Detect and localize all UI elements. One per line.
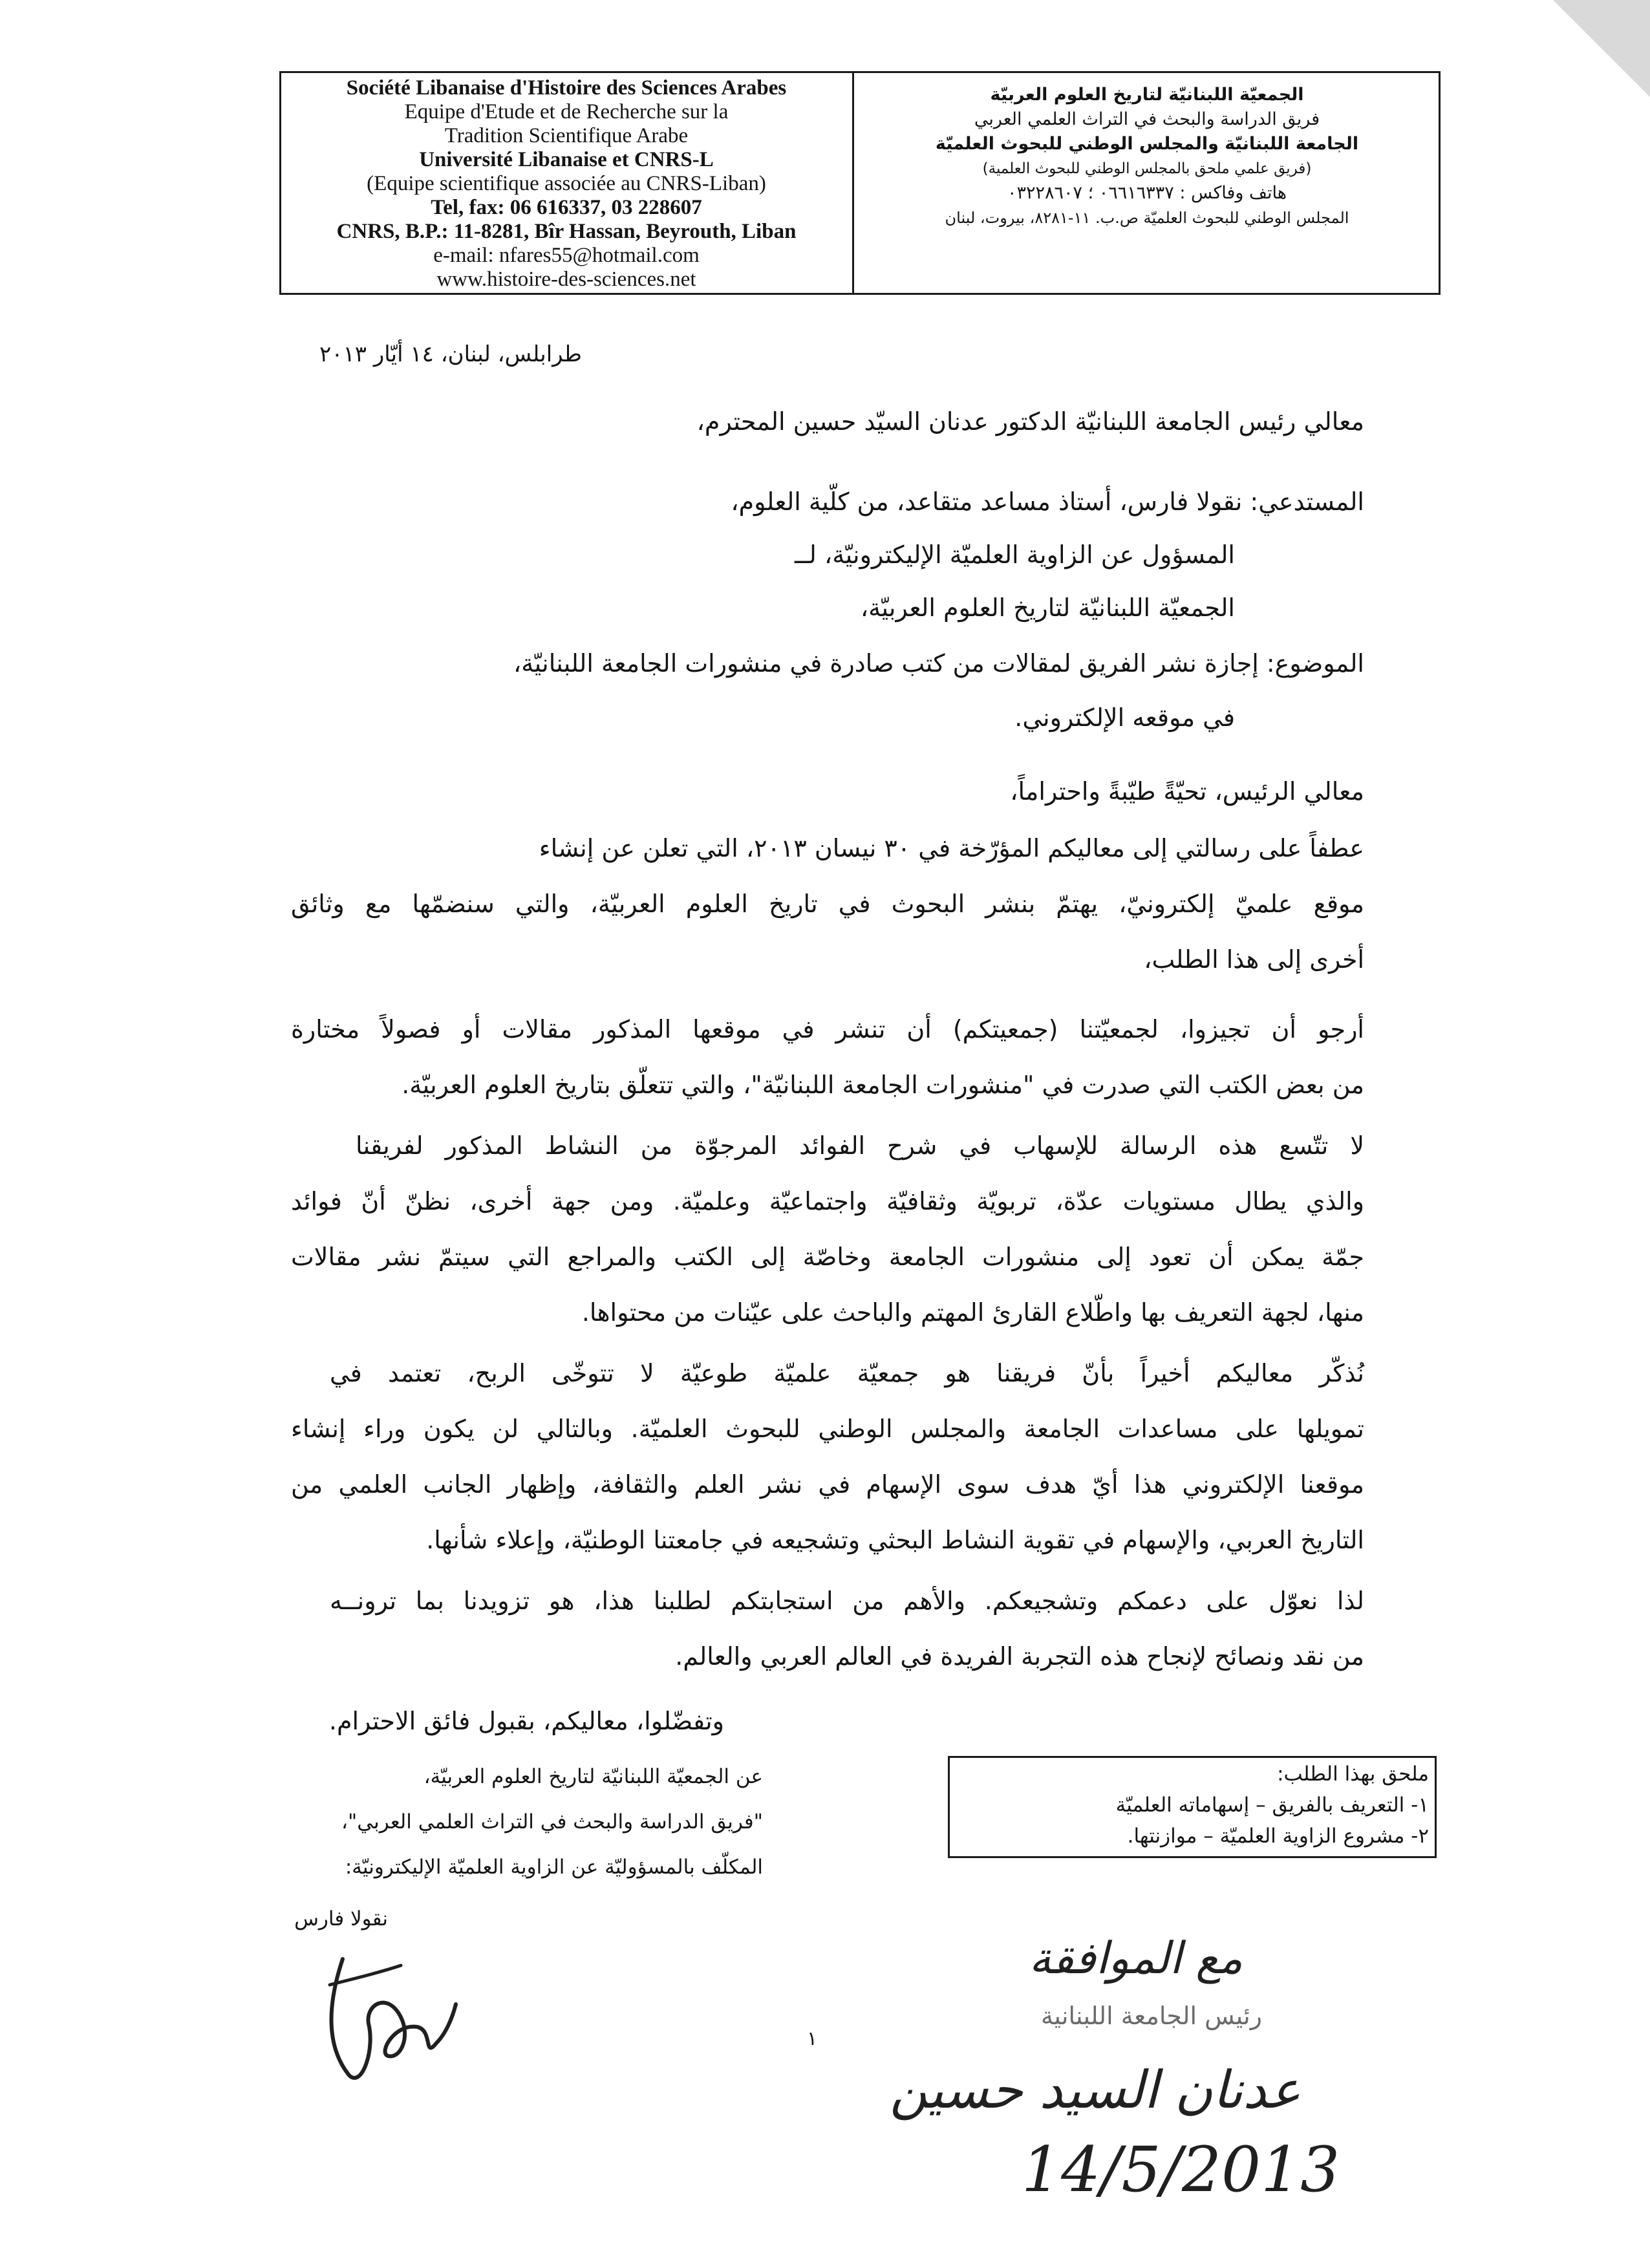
greeting: معالي الرئيس، تحيّةً طيّبةً واحتراماً، [1010, 777, 1364, 806]
para5-line: لذا نعوّل على دعمكم وتشجيعكم. والأهم من استجابتكم لطلبنا هذا، هو تزويدنا بما ترونــه [330, 1587, 1364, 1615]
para3-line: والذي يطال مستويات عدّة، تربويّة وثقافيّة واجتماعيّة وعلميّة. ومن جهة أخرى، نظنّ أنّ فوائد [291, 1187, 1364, 1215]
arabic-address: المجلس الوطني للبحوث العلميّة ص.ب. ١١-٨٢٨١، بيروت، لبنان [945, 209, 1349, 227]
french-university: Université Libanaise et CNRS-L [419, 148, 714, 171]
page-number: ١ [807, 2027, 818, 2050]
para5-line: من نقد ونصائح لإنجاح هذه التجربة الفريدة في العالم العربي والعالم. [675, 1642, 1364, 1671]
para3-line: منها، لجهة التعريف بها واطّلاع القارئ المهتم والباحث على عيّنات من محتواها. [581, 1298, 1364, 1327]
letter-date: طرابلس، لبنان، ١٤ أيّار ٢٠١٣ [319, 341, 582, 367]
fares-signature [304, 1946, 472, 2095]
french-email: e-mail: nfares55@hotmail.com [433, 244, 700, 267]
approval-signature: عدنان السيد حسين [890, 2060, 1301, 2120]
subject-line1: الموضوع: إجازة نشر الفريق لمقالات من كتب صادرة في منشورات الجامعة اللبنانيّة، [513, 649, 1364, 678]
arabic-society-name: الجمعيّة اللبنانيّة لتاريخ العلوم العربيّة [990, 85, 1304, 105]
para3-line: جمّة يمكن أن تعود إلى منشورات الجامعة وخاصّة إلى الكتب والمراجع التي سيتمّ نشر مقالات [291, 1243, 1364, 1271]
para4-line: نُذكّر معاليكم أخيراً بأنّ فريقنا هو جمعيّة علميّة طوعيّة لا تتوخّى الربح، تعتمد في [330, 1359, 1364, 1387]
para4-line: موقعنا الإلكتروني هذا أيّ هدف سوى الإسهام في نشر العلم والثقافة، وإظهار الجانب العلمي من [291, 1470, 1364, 1499]
sender-line2: المسؤول عن الزاوية العلميّة الإليكترونيّة، لــ [795, 540, 1235, 569]
approval-stamp: رئيس الجامعة اللبنانية [1041, 2002, 1262, 2030]
letterhead-arabic [857, 83, 1437, 230]
attachments-title: ملحق بهذا الطلب: [1277, 1762, 1429, 1786]
approval-handwritten: مع الموافقة [1029, 1933, 1243, 1984]
subject-line2: في موقعه الإلكتروني. [1014, 703, 1235, 732]
french-society-name: Société Libanaise d'Histoire des Sciences Arabes [346, 76, 787, 100]
approval-date: 14/5/2013 [1022, 2134, 1340, 2206]
french-website: www.histoire-des-sciences.net [436, 268, 696, 291]
para1-line: عطفاً على رسالتي إلى معاليكم المؤرّخة في ٣٠ نيسان ٢٠١٣، التي تعلن عن إنشاء [539, 834, 1364, 862]
para4-line: التاريخ العربي، والإسهام في تقوية النشاط البحثي وتشجيعه في جامعتنا الوطنيّة، وإعلاء شأنها. [426, 1526, 1364, 1554]
french-tel: Tel, fax: 06 616337, 03 228607 [431, 196, 702, 219]
arabic-university: الجامعة اللبنانيّة والمجلس الوطني للبحوث العلميّة [935, 134, 1359, 154]
signature-line2: "فريق الدراسة والبحث في التراث العلمي العربي"، [341, 1810, 763, 1834]
french-team-line2: Tradition Scientifique Arabe [444, 124, 689, 147]
para1-line: موقع علميّ إلكترونيّ، يهتمّ بنشر البحوث في تاريخ العلوم العربيّة، والتي سنضمّها مع وثائق [291, 890, 1364, 918]
para1-line: أخرى إلى هذا الطلب، [1144, 945, 1364, 974]
para2-line: أرجو أن تجيزوا، لجمعيّتنا (جمعيتكم) أن تنشر في موقعها المذكور مقالات أو فصولاً مختارة [291, 1015, 1364, 1043]
para2-line: من بعض الكتب التي صدرت في "منشورات الجامعة اللبنانيّة"، والتي تتعلّق بتاريخ العلوم العربيّة. [402, 1071, 1364, 1099]
french-team-line1: Equipe d'Etude et de Recherche sur la [404, 100, 729, 123]
letterhead-french [283, 76, 850, 292]
addressee: معالي رئيس الجامعة اللبنانيّة الدكتور عدنان السيّد حسين المحترم، [696, 407, 1364, 436]
attachment-item: ١- التعريف بالفريق – إسهاماته العلميّة [1115, 1793, 1429, 1817]
french-address: CNRS, B.P.: 11-8281, Bîr Hassan, Beyrouth, Liban [336, 220, 797, 243]
closing: وتفضّلوا، معاليكم، بقبول فائق الاحترام. [328, 1707, 724, 1735]
letterhead-divider [852, 72, 854, 294]
page-corner-fold [1553, 0, 1650, 97]
signature-line1: عن الجمعيّة اللبنانيّة لتاريخ العلوم العربيّة، [423, 1765, 763, 1788]
arabic-associated: (فريق علمي ملحق بالمجلس الوطني للبحوث العلمية) [982, 160, 1312, 177]
sender-line3: الجمعيّة اللبنانيّة لتاريخ العلوم العربيّة، [860, 594, 1235, 622]
arabic-tel: هاتف وفاكس : ٠٦٦١٦٣٣٧ ؛ ٠٣٢٢٨٦٠٧ [1007, 183, 1287, 203]
french-associated: (Equipe scientifique associée au CNRS-Liban) [367, 172, 766, 195]
attachment-item: ٢- مشروع الزاوية العلميّة – موازنتها. [1127, 1824, 1429, 1848]
signatory-name: نقولا فارس [294, 1907, 388, 1931]
para4-line: تمويلها على مساعدات الجامعة والمجلس الوطني للبحوث العلميّة. وبالتالي لن يكون وراء إنشاء [291, 1415, 1364, 1443]
para3-line: لا تتّسع هذه الرسالة للإسهاب في شرح الفوائد المرجوّة من النشاط المذكور لفريقنا [356, 1131, 1364, 1160]
arabic-team: فريق الدراسة والبحث في التراث العلمي العربي [974, 109, 1320, 129]
signature-line3: المكلّف بالمسؤوليّة عن الزاوية العلميّة الإليكترونيّة: [345, 1856, 763, 1879]
sender-line1: المستدعي: نقولا فارس، أستاذ مساعد متقاعد، من كلّية العلوم، [731, 487, 1364, 516]
